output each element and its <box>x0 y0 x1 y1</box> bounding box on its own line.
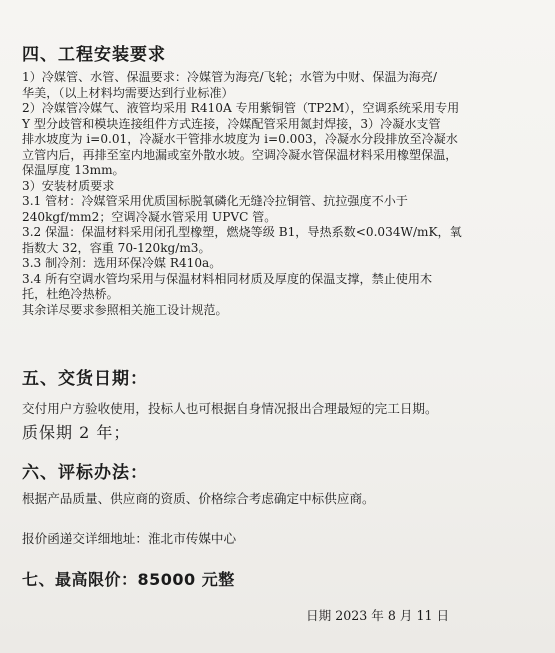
section-4-line: 1）冷媒管、水管、保温要求：冷媒管为海亮/飞轮；水管为中财、保温为海亮/ <box>22 70 437 84</box>
delivery-text: 交付用户方验收使用，投标人也可根据自身情况报出合理最短的完工日期。 <box>22 401 438 416</box>
section-4-line: Y 型分歧管和模块连接组件方式连接，冷媒配管采用氮封焊接，3）冷凝水支管 <box>22 116 441 131</box>
section-4-body <box>22 70 532 318</box>
warranty-text: 质保期 2 年； <box>22 423 131 442</box>
section-4-line: 3）安装材质要求 <box>22 178 115 193</box>
document-date: 日期 2023 年 8 月 11 日 <box>306 608 450 623</box>
evaluation-text: 根据产品质量、供应商的资质、价格综合考虑确定中标供应商。 <box>22 491 375 506</box>
section-7-price-cap: 七、最高限价：85000 元整 <box>22 570 235 589</box>
section-4-line: 华美，（以上材料均需要达到行业标准） <box>22 85 234 100</box>
section-4-line: 3.1 管材：冷媒管采用优质国标脱氧磷化无缝冷拉铜管、抗拉强度不小于 <box>22 194 408 208</box>
section-4-line: 2）冷媒管冷媒气、液管均采用 R410A 专用紫铜管（TP2M），空调系统采用专用 <box>22 101 460 115</box>
section-4-line: 3.4 所有空调水管均采用与保温材料相同材质及厚度的保温支撑，禁止使用木 <box>22 271 433 286</box>
section-5-heading: 五、交货日期： <box>22 369 148 389</box>
section-4-line: 排水坡度为 i=0.01，冷凝水干管排水坡度为 i=0.003，冷凝水分段排放至冷凝水 <box>22 132 458 146</box>
section-6-heading: 六、评标办法： <box>22 463 148 483</box>
section-4-line: 立管内后，再排至室内地漏或室外散水坡。空调冷凝水管保温材料采用橡塑保温， <box>22 147 458 162</box>
section-4-line: 240kgf/mm2；空调冷凝水管采用 UPVC 管。 <box>22 209 277 224</box>
section-4-line: 托，杜绝冷热桥。 <box>22 287 119 301</box>
section-4-line: 其余详尽要求参照相关施工设计规范。 <box>22 302 228 317</box>
section-4-line: 3.3 制冷剂：选用环保冷媒 R410a。 <box>22 256 222 270</box>
section-4-line: 保温厚度 13mm。 <box>22 163 125 177</box>
submission-address: 报价函递交详细地址：淮北市传媒中心 <box>22 531 237 546</box>
section-4-line: 3.2 保温：保温材料采用闭孔型橡塑，燃烧等级 B1，导热系数<0.034W/mK，氧 <box>22 225 462 239</box>
section-4-line: 指数大 32，容重 70-120kg/m3。 <box>22 240 211 255</box>
section-4-heading: 四、工程安装要求 <box>22 45 166 65</box>
